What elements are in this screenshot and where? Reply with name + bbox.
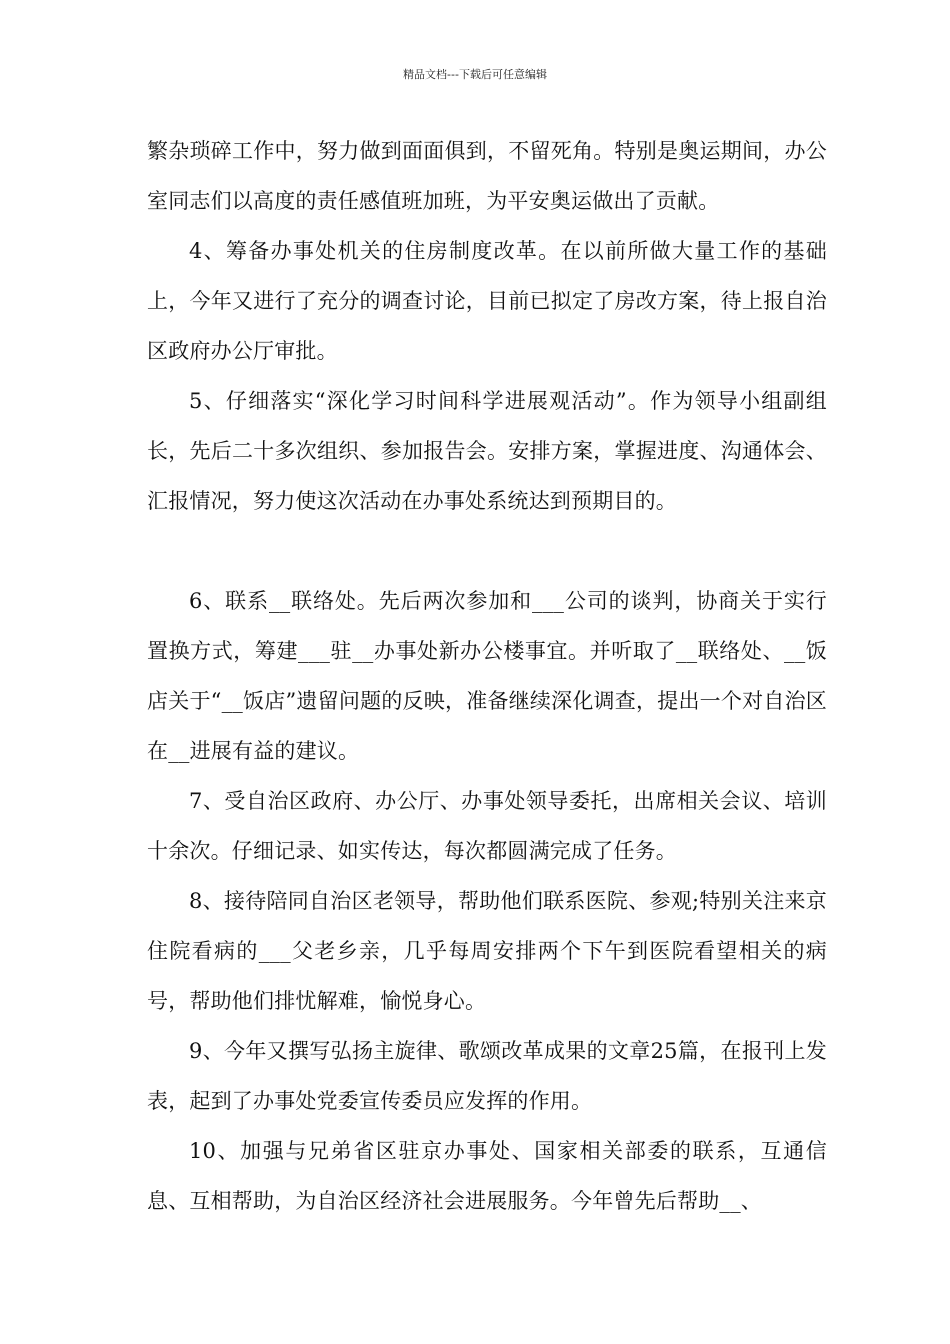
paragraph-continuation: 繁杂琐碎工作中，努力做到面面俱到，不留死角。特别是奥运期间，办公室同志们以高度的责任感值班加班，为平安奥运做出了贡献。 <box>147 139 827 213</box>
paragraph-item-9: 9、今年又撰写弘扬主旋律、歌颂改革成果的文章25篇，在报刊上发表，起到了办事处党委宣传委员应发挥的作用。 <box>147 1039 827 1113</box>
paragraph-item-10: 10、加强与兄弟省区驻京办事处、国家相关部委的联系，互通信息、互相帮助，为自治区经济社会进展服务。今年曾先后帮助__、 <box>147 1139 827 1213</box>
document-body <box>147 126 827 1226</box>
paragraph-item-4: 4、筹备办事处机关的住房制度改革。在以前所做大量工作的基础上，今年又进行了充分的调查讨论，目前已拟定了房改方案，待上报自治区政府办公厅审批。 <box>147 239 827 363</box>
paragraph-item-7: 7、受自治区政府、办公厅、办事处领导委托，出席相关会议、培训十余次。仔细记录、如实传达，每次都圆满完成了任务。 <box>147 789 827 863</box>
paragraph-item-5: 5、仔细落实“深化学习时间科学进展观活动”。作为领导小组副组长，先后二十多次组织、参加报告会。安排方案，掌握进度、沟通体会、汇报情况，努力使这次活动在办事处系统达到预期目的。 <box>147 389 827 513</box>
page-header: 精品文档---下载后可任意编辑 <box>403 68 547 81</box>
paragraph-item-6: 6、联系__联络处。先后两次参加和___公司的谈判，协商关于实行置换方式，筹建___驻__办事处新办公楼事宜。并听取了__联络处、__饭店关于“__饭店”遗留问题的反映，准备继续深化调查，提出一个对自治区在__进展有益的建议。 <box>147 589 827 763</box>
paragraph-item-8: 8、接待陪同自治区老领导，帮助他们联系医院、参观;特别关注来京住院看病的___父老乡亲，几乎每周安排两个下午到医院看望相关的病号，帮助他们排忧解难，愉悦身心。 <box>147 889 827 1013</box>
